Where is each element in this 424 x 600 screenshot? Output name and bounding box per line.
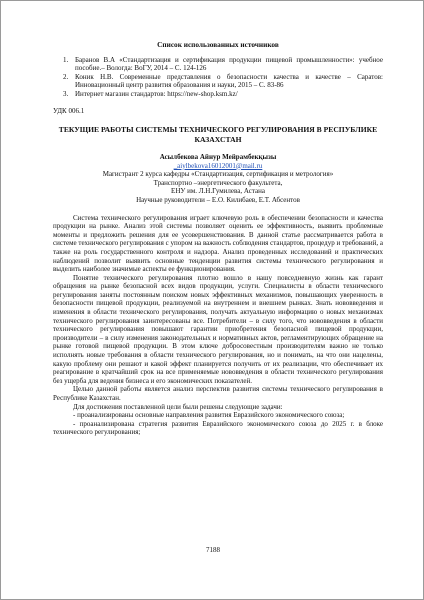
reference-text: Баранов В.А «Стандартизация и сертификация продукции пищевой промышленности»: учебное пособие.– Вологда: ВоГУ, 2014 – С. 124-126 xyxy=(75,55,383,73)
reference-item xyxy=(53,90,383,99)
reference-text: Коник Н.В. Современные представления о безопасности качества и качестве – Саратов: Инновационный центр развития образования и науки, 2015 – С. 83-86 xyxy=(75,72,383,90)
reference-number: 2. xyxy=(63,72,69,81)
udk-code: УДК 006.1 xyxy=(53,106,85,115)
task-list-item: - проанализированы основные направления развития Евразийского экономического союза; xyxy=(73,411,345,420)
reference-item xyxy=(53,73,383,90)
affiliation-line: Магистрант 2 курса кафедры «Стандартизация, сертификация и метрология» xyxy=(102,170,334,179)
page-number: 7188 xyxy=(206,546,220,554)
references-title: Список использованных источников xyxy=(157,40,279,49)
page-content xyxy=(53,41,383,437)
author-email-link[interactable]: _aiylbekova16012001@mail.ru xyxy=(173,161,263,170)
reference-text: Интернет магазин стандартов: https://new-shop.ksm.kz/ xyxy=(75,89,238,98)
article-title: ТЕКУЩИЕ РАБОТЫ СИСТЕМЫ ТЕХНИЧЕСКОГО РЕГУЛИРОВАНИЯ В РЕСПУБЛИКЕ КАЗАХСТАН xyxy=(58,125,378,144)
body-paragraph: Понятие технического регулирования плотно вошло в нашу повседневную жизнь как гарант обращения на рынке безопасной всех видов продукции, услуги. Специалисты в области технического регулирования заняты постоянным поиском новых эффективных механизмов, повышающих уверенность в безопасности пищевой продукции, реализуемой на внутреннем и внешнем рынках. Знать нововведения и изменения в области технического регулирования, получать актуальную информацию о новых механизмах технического регулирования заинтересованы все. Потребители – в силу того, что нововведения в области технического регулирования повышают гарантии приобретения безопасной пищевой продукции, производители – в силу изменения законодательных и нормативных актов, регламентирующих обращение на рынке готовой пищевой продукции. В этом ключе добросовестным производителям важно не только исполнять новые требования в области технического регулирования, но и понимать, на что они нацелены, какую проблему они решают и какой эффект планируется получить от их реализации, что обеспечивает их реагирование в кратчайший срок на все применяемые нововведения в области технического регулирования без ущерба для ведения бизнеса и его экономических показателей. xyxy=(53,273,383,385)
task-list-item: - проанализирована стратегия развития Евразийского экономического союза до 2025 г. в блоке технического регулирования; xyxy=(53,419,383,437)
author-name: Асылбекова Айнур Мейрамбекқызы xyxy=(159,152,277,161)
article-body xyxy=(53,214,383,437)
body-paragraph: Для достижения поставленной цели были решены следующие задачи: xyxy=(73,402,283,411)
reference-item xyxy=(53,56,383,73)
supervisors-line: Научные руководители – Е.О. Килибаев, Е.Т. Абсентов xyxy=(136,195,300,204)
affiliation-line: ЕНУ им. Л.Н.Гумилева, Астана xyxy=(171,187,265,196)
affiliation-line: Транспортно –энергетического факультета, xyxy=(153,178,283,187)
body-paragraph: Система технического регулирования играет ключевую роль в обеспечении безопасности и качества продукции на рынке. Анализ этой системы позволяет оценить ее эффективность, выявить проблемные моменты и предложить решения для ее усовершенствования. В данной статье рассматривается работа в системе технического регулирования с упором на важность соблюдения стандартов, процедур и требований, а также на роль государственного контроля и надзора. Анализ проведенных исследований и практических наблюдений позволит выявить основные тенденции развития системы технического регулирования и выделить наиболее значимые аспекты ее функционирования. xyxy=(53,213,383,274)
reference-number: 3. xyxy=(63,89,69,98)
reference-number: 1. xyxy=(63,55,69,64)
body-paragraph: Целью данной работы является анализ перспектив развития системы технического регулирования в Республике Казахстан. xyxy=(53,385,383,402)
